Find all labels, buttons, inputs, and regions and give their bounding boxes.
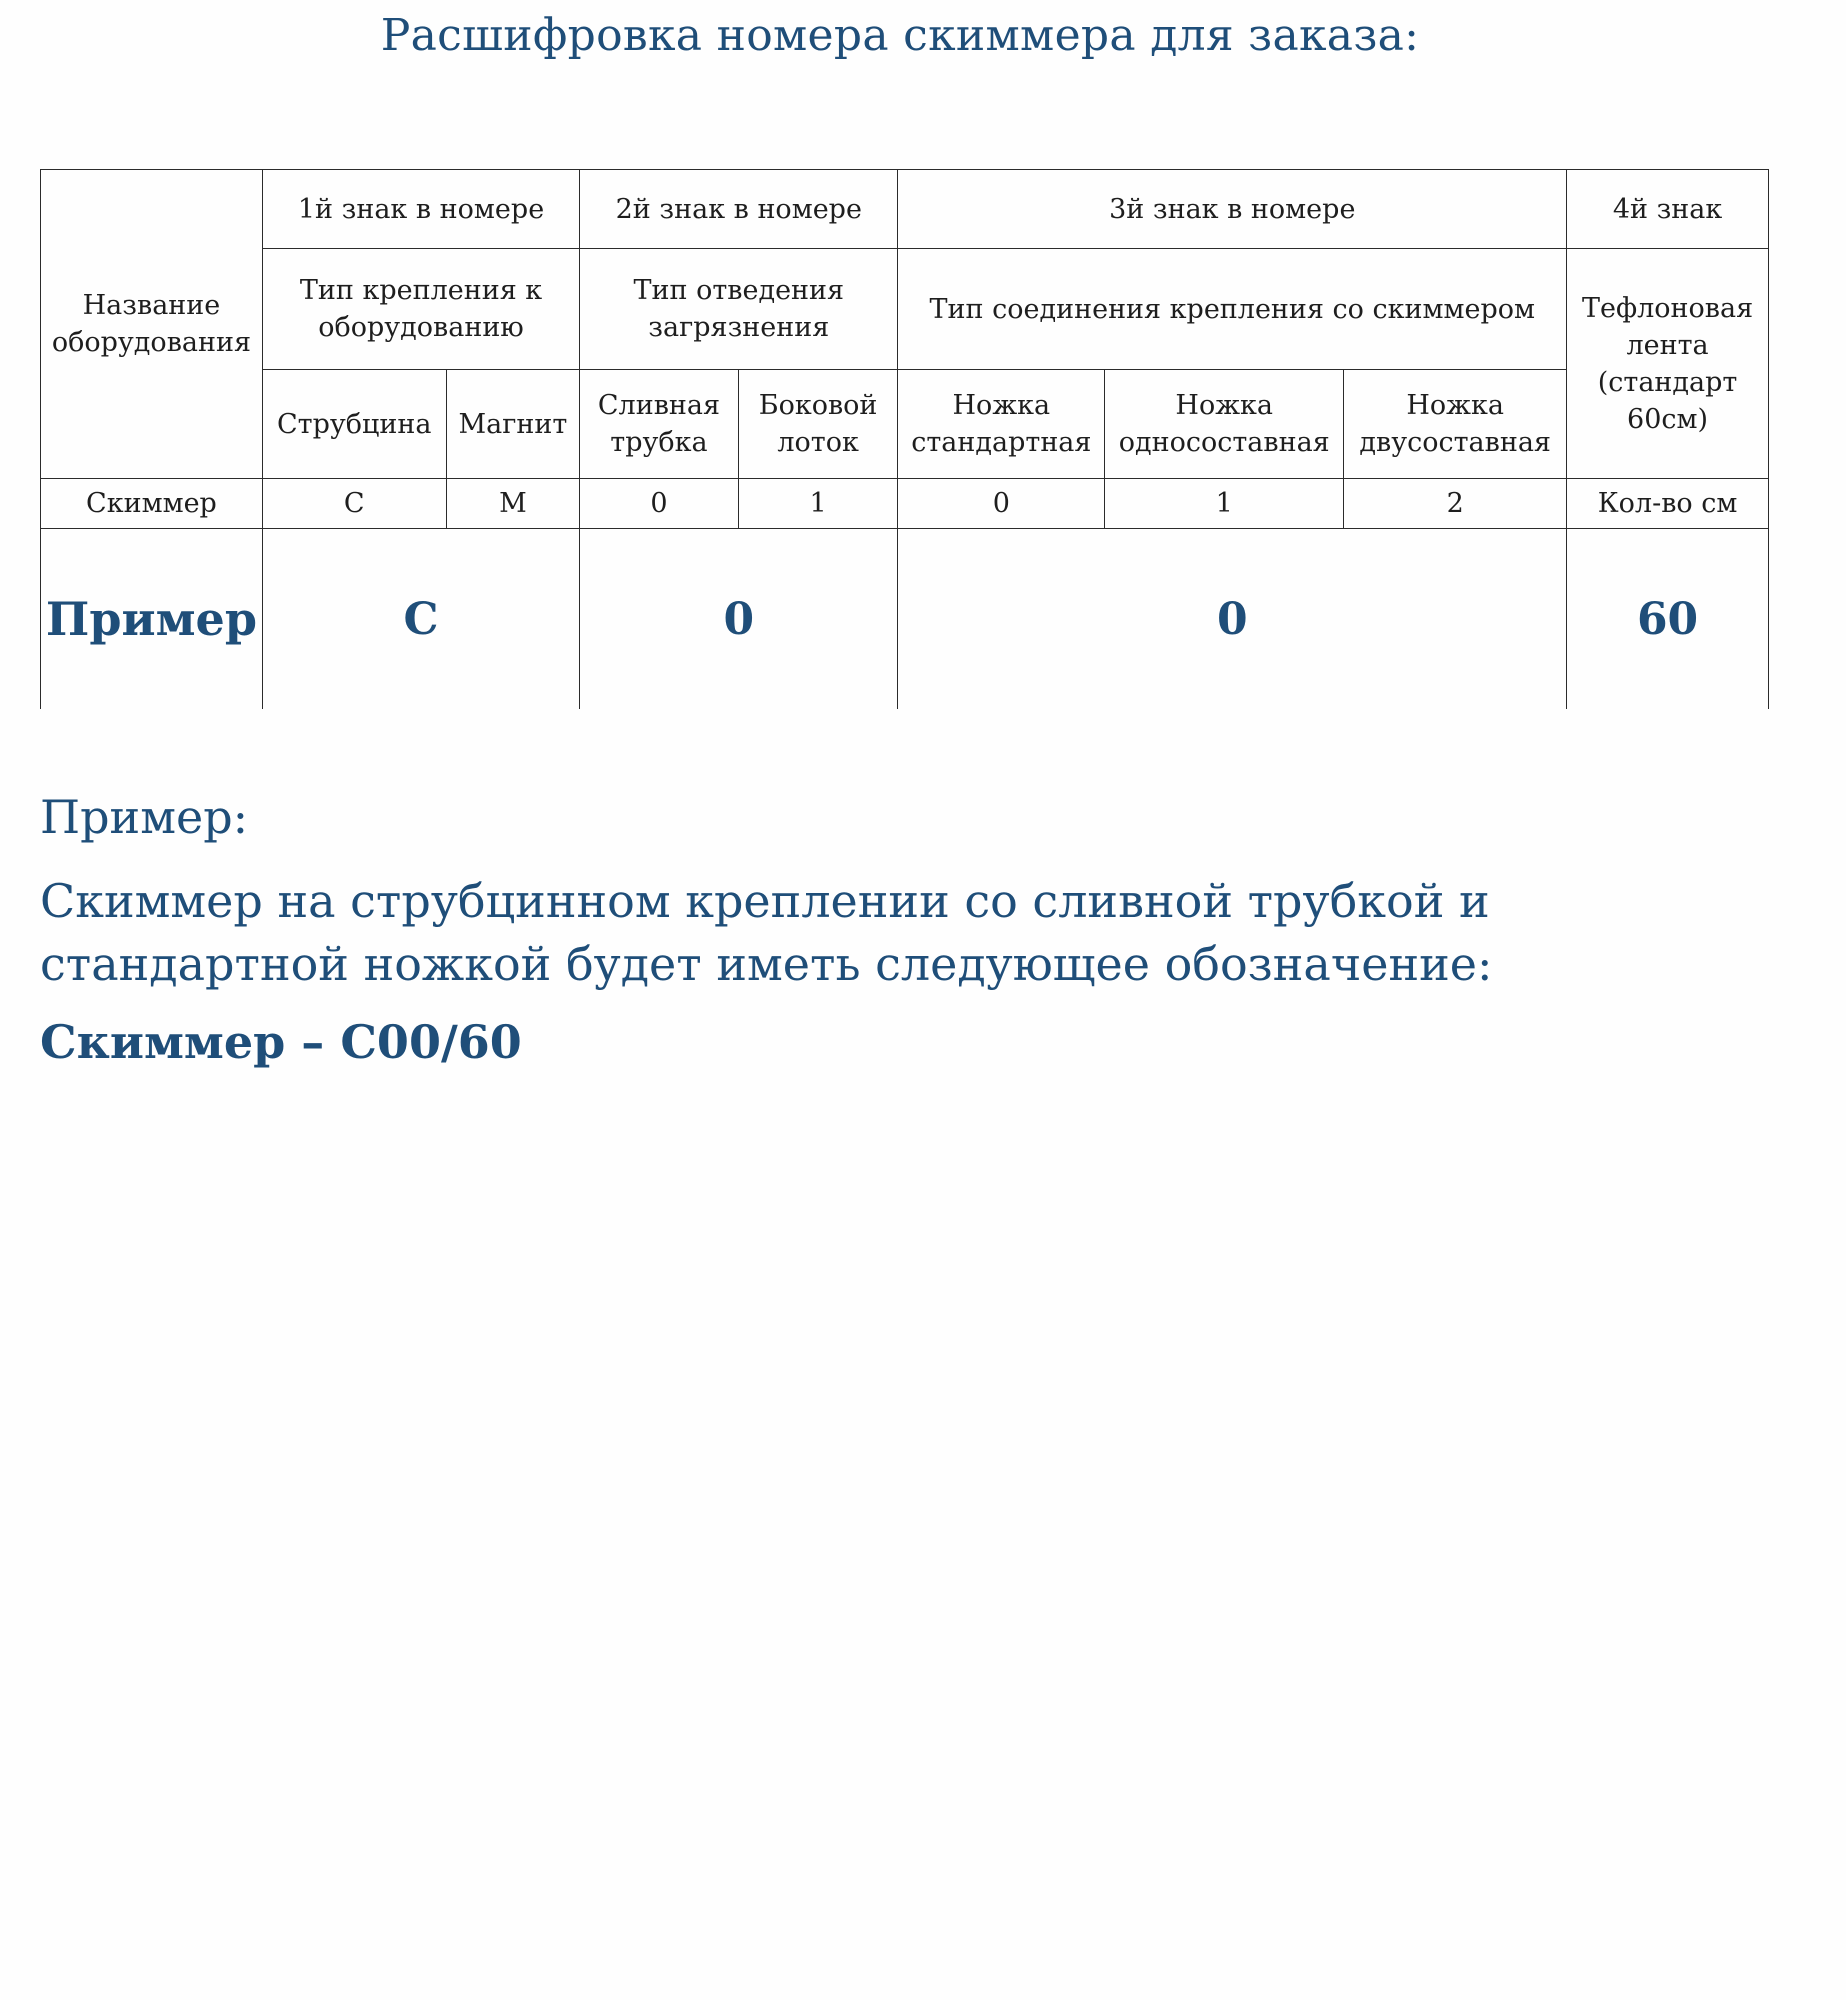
example-sign3: 0	[898, 529, 1567, 710]
sign2-type: Тип отведения загрязнения	[580, 249, 898, 370]
sign3-type: Тип соединения крепления со скиммером	[898, 249, 1567, 370]
example-result-code: Скиммер – С00/60	[40, 1015, 522, 1069]
example-description: Скиммер на струбцинном креплении со сливной трубкой и стандартной ножкой будет иметь следующее обозначение:	[40, 874, 1493, 991]
sign1-type: Тип крепления к оборудованию	[262, 249, 579, 370]
sign1-value-magnet: М	[446, 479, 580, 529]
sign3-value-double-leg: 2	[1344, 479, 1567, 529]
sign3-value-single-leg: 1	[1105, 479, 1344, 529]
sign2-option-side-tray: Боковой лоток	[738, 370, 898, 479]
example-sign1: С	[262, 529, 579, 710]
sign1-option-magnet: Магнит	[446, 370, 580, 479]
sign2-value-side-tray: 1	[738, 479, 898, 529]
page-title: Расшифровка номера скиммера для заказа:	[380, 10, 1420, 61]
example-heading: Пример:	[40, 790, 249, 844]
sign3-header: 3й знак в номере	[898, 170, 1567, 249]
sign1-option-clamp: Струбцина	[262, 370, 446, 479]
sign2-option-drain-pipe: Сливная трубка	[580, 370, 739, 479]
sign4-type: Тефлоновая лента (стандарт 60см)	[1567, 249, 1769, 479]
example-sign4: 60	[1567, 529, 1769, 710]
sign1-value-clamp: С	[262, 479, 446, 529]
sign2-header: 2й знак в номере	[580, 170, 898, 249]
skimmer-code-table	[40, 169, 1769, 709]
example-row-label: Пример	[41, 529, 263, 710]
sign3-option-double-leg: Ножка двусоставная	[1344, 370, 1567, 479]
sign1-header: 1й знак в номере	[262, 170, 579, 249]
example-sign2: 0	[580, 529, 898, 710]
sign4-header: 4й знак	[1567, 170, 1769, 249]
sign4-value: Кол-во см	[1567, 479, 1769, 529]
sign2-value-drain-pipe: 0	[580, 479, 739, 529]
equipment-name-cell: Скиммер	[41, 479, 263, 529]
sign3-value-standard-leg: 0	[898, 479, 1105, 529]
equipment-name-header: Название оборудования	[41, 170, 263, 479]
sign3-option-single-leg: Ножка односоставная	[1105, 370, 1344, 479]
sign3-option-standard-leg: Ножка стандартная	[898, 370, 1105, 479]
